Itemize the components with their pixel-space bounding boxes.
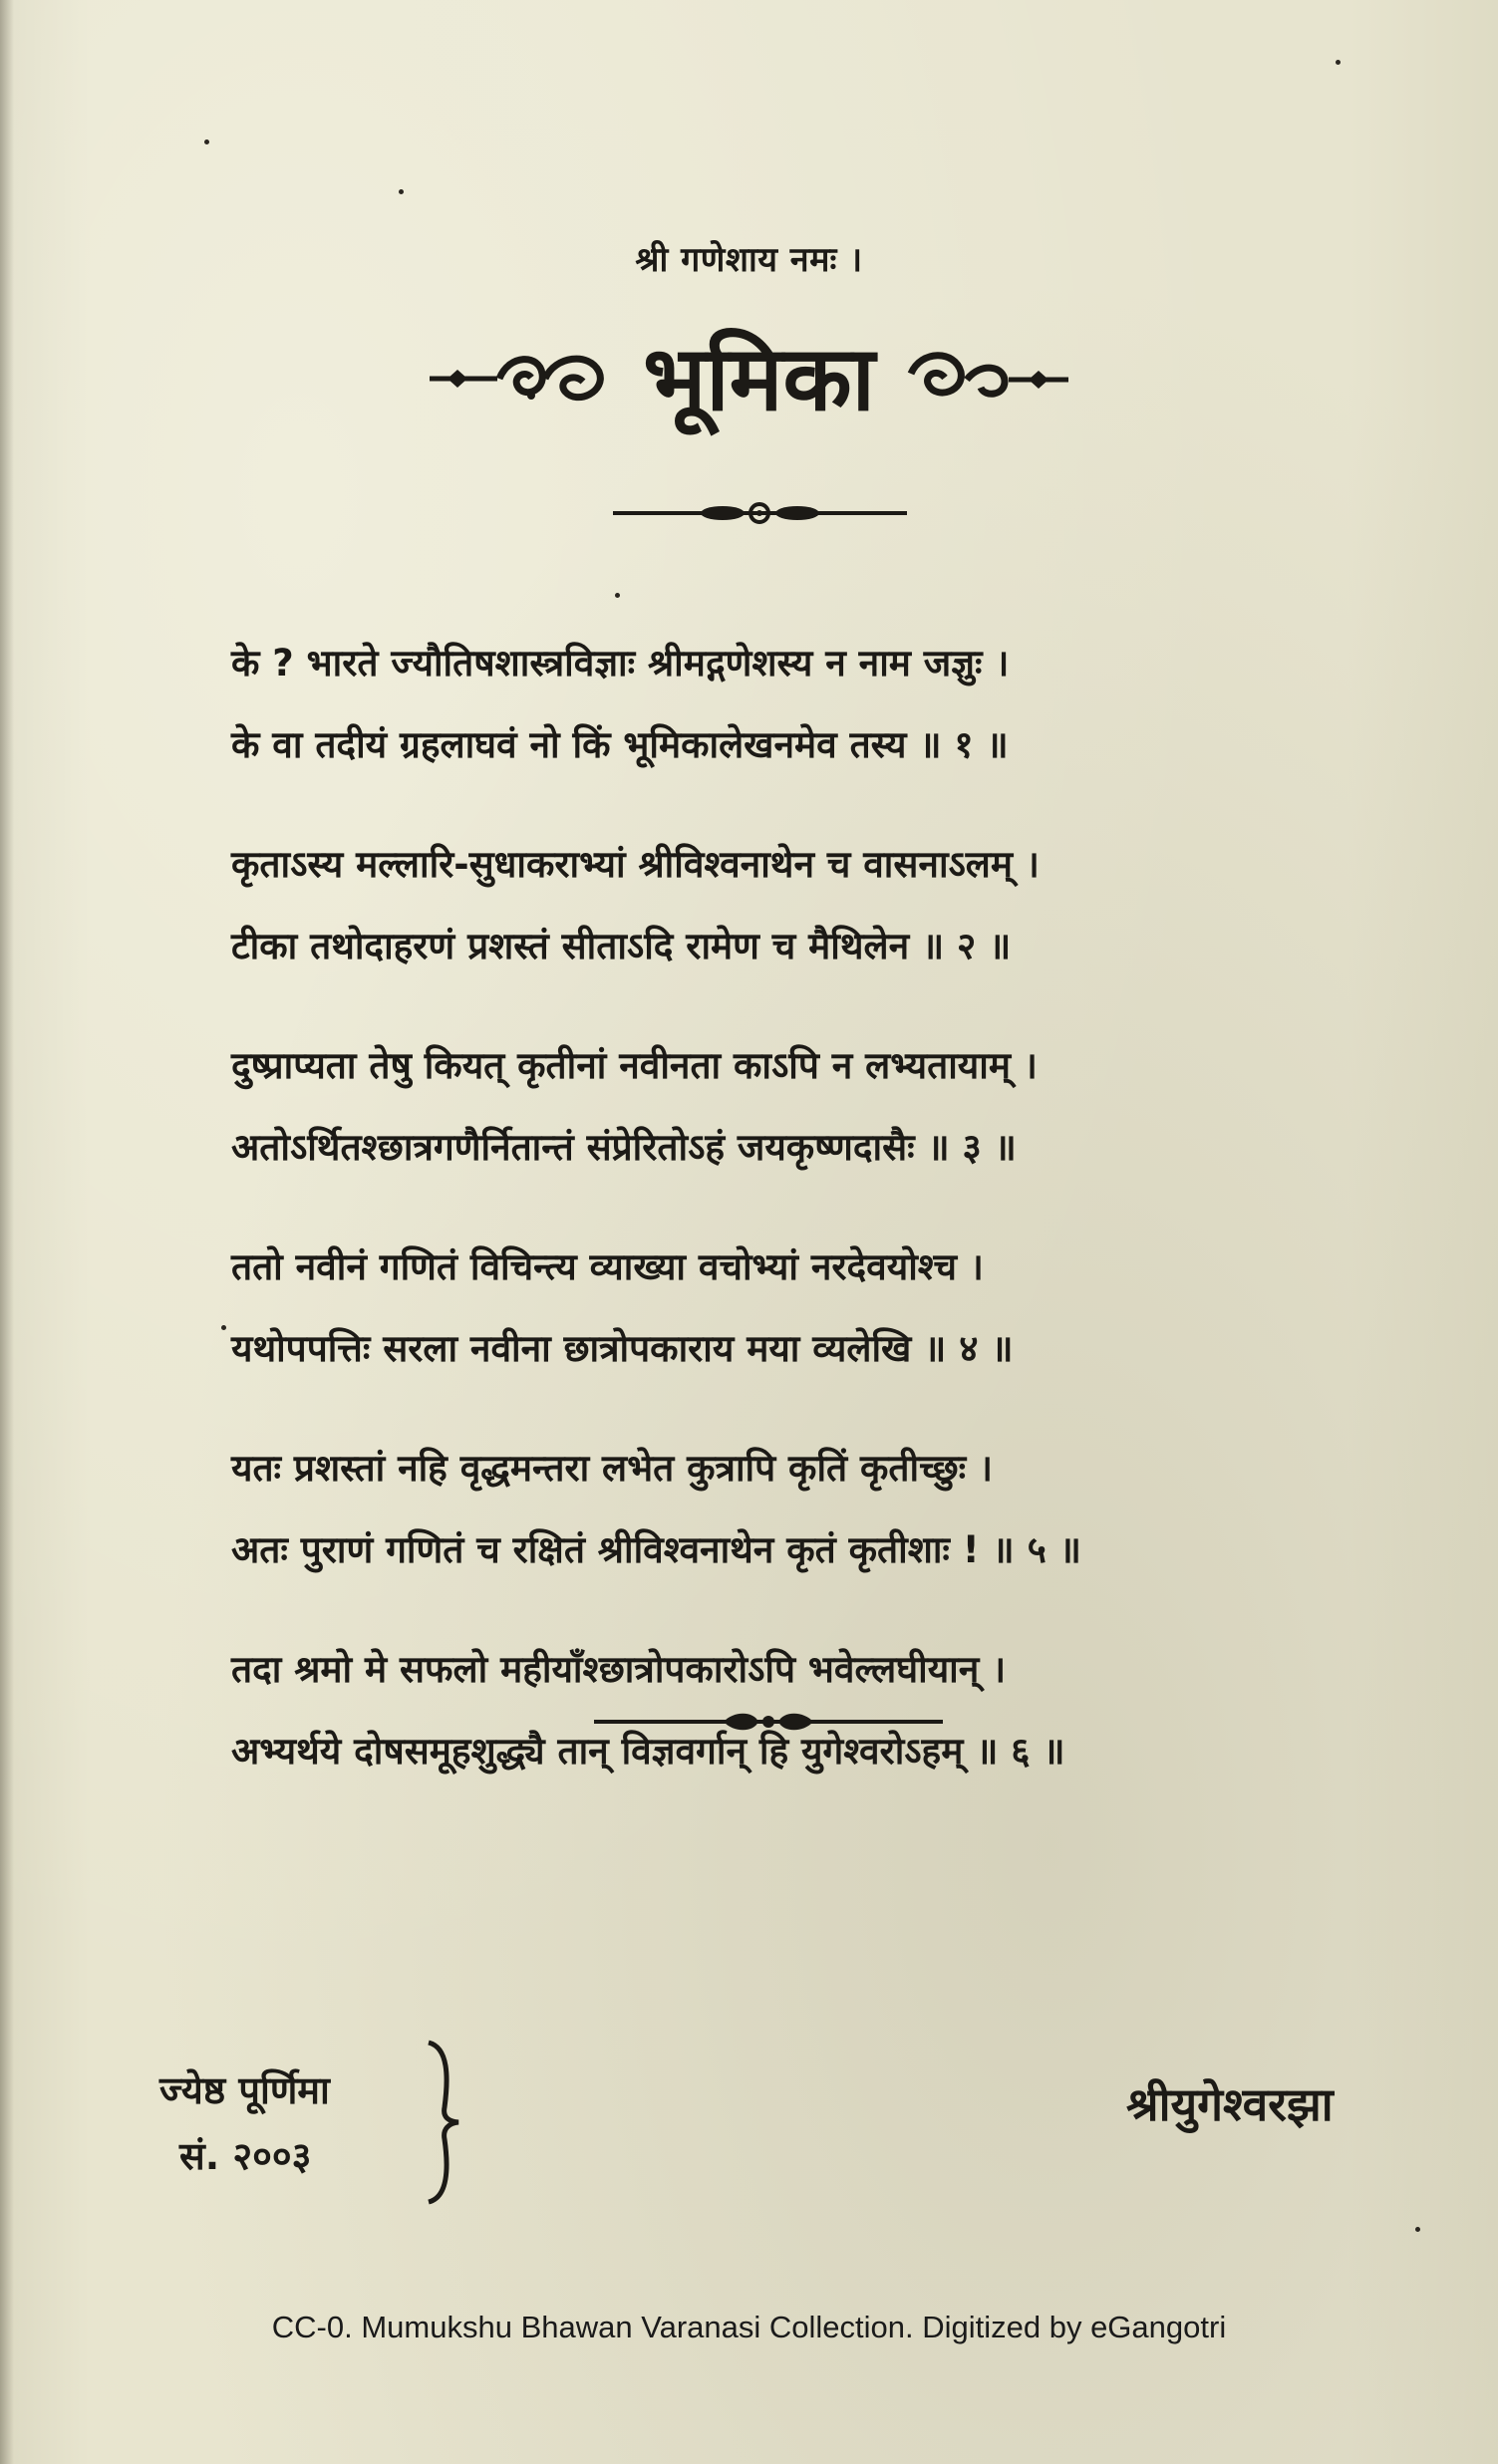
digitization-footer: CC-0. Mumukshu Bhawan Varanasi Collection. Digitized by eGangotri: [271, 2310, 1227, 2344]
paper-speck: [221, 1325, 226, 1330]
left-flourish-ornament: [428, 344, 617, 413]
verse-line: यथोपपत्तिः सरला नवीना छात्रोपकाराय मया व्यलेखि ॥ ४ ॥: [231, 1327, 1014, 1370]
verse-5: [231, 1428, 1338, 1591]
date-year: सं. २००३: [179, 2134, 312, 2178]
verse-line: के ? भारते ज्यौतिषशास्त्रविज्ञाः श्रीमद्गणेशस्य न नाम जज्ञुः ।: [231, 642, 1010, 684]
verse-line: तदा श्रमो मे सफलो महीयाँश्छात्रोपकारोऽपि भवेल्लघीयान् ।: [231, 1648, 1007, 1691]
verse-line: अतोऽर्थितश्छात्रगणैर्नितान्तं संप्रेरितोऽहं जयकृष्णदासैः ॥ ३ ॥: [231, 1126, 1017, 1169]
paper-speck: [615, 593, 620, 598]
verse-line: दुष्प्राप्यता तेषु कियत् कृतीनां नवीनता काऽपि न लभ्यतायाम् ।: [231, 1044, 1038, 1087]
page-title: भूमिका: [643, 326, 875, 431]
top-ornamental-divider: [613, 498, 907, 532]
verse-section: [231, 623, 1338, 1830]
paper-speck: [204, 139, 209, 144]
verse-line: कृताऽस्य मल्लारि-सुधाकराभ्यां श्रीविश्वनाथेन च वासनाऽलम् ।: [231, 843, 1040, 886]
verse-line: अभ्यर्थये दोषसमूहशुद्ध्यै तान् विज्ञवर्गान् हि युगेश्वरोऽहम् ॥ ६ ॥: [231, 1730, 1065, 1773]
verse-2: [231, 824, 1338, 987]
invocation-heading: श्री गणेशाय नमः ।: [635, 240, 863, 280]
verse-line: टीका तथोदाहरणं प्रशस्तं सीताऽदि रामेण च मैथिलेन ॥ २ ॥: [231, 925, 1012, 967]
title-row: [0, 319, 1498, 438]
verse-line: यतः प्रशस्तां नहि वृद्धमन्तरा लभेत कुत्रापि कृतिं कृतीच्छुः ।: [231, 1447, 994, 1490]
date-month: ज्येष्ठ पूर्णिमा: [159, 2068, 330, 2112]
curly-brace-mark: [419, 2038, 468, 2211]
paper-speck: [399, 189, 404, 194]
verse-line: अतः पुराणं गणितं च रक्षितं श्रीविश्वनाथेन कृतं कृतीशाः ! ॥ ५ ॥: [231, 1528, 1081, 1571]
verse-1: [231, 623, 1338, 786]
paper-speck: [1415, 2227, 1420, 2232]
verse-3: [231, 1025, 1338, 1189]
verse-4: [231, 1227, 1338, 1390]
right-flourish-ornament: [901, 344, 1070, 413]
paper-speck: [1336, 60, 1341, 65]
verse-line: ततो नवीनं गणितं विचिन्त्य व्याख्या वचोभ्यां नरदेवयोश्च ।: [231, 1245, 984, 1288]
bottom-ornamental-divider: [594, 1707, 943, 1741]
author-signature: श्रीयुगेश्वरझा: [1126, 2077, 1334, 2131]
date-block: [159, 2057, 330, 2189]
verse-line: के वा तदीयं ग्रहलाघवं नो किं भूमिकालेखनमेव तस्य ॥ १ ॥: [231, 723, 1009, 766]
